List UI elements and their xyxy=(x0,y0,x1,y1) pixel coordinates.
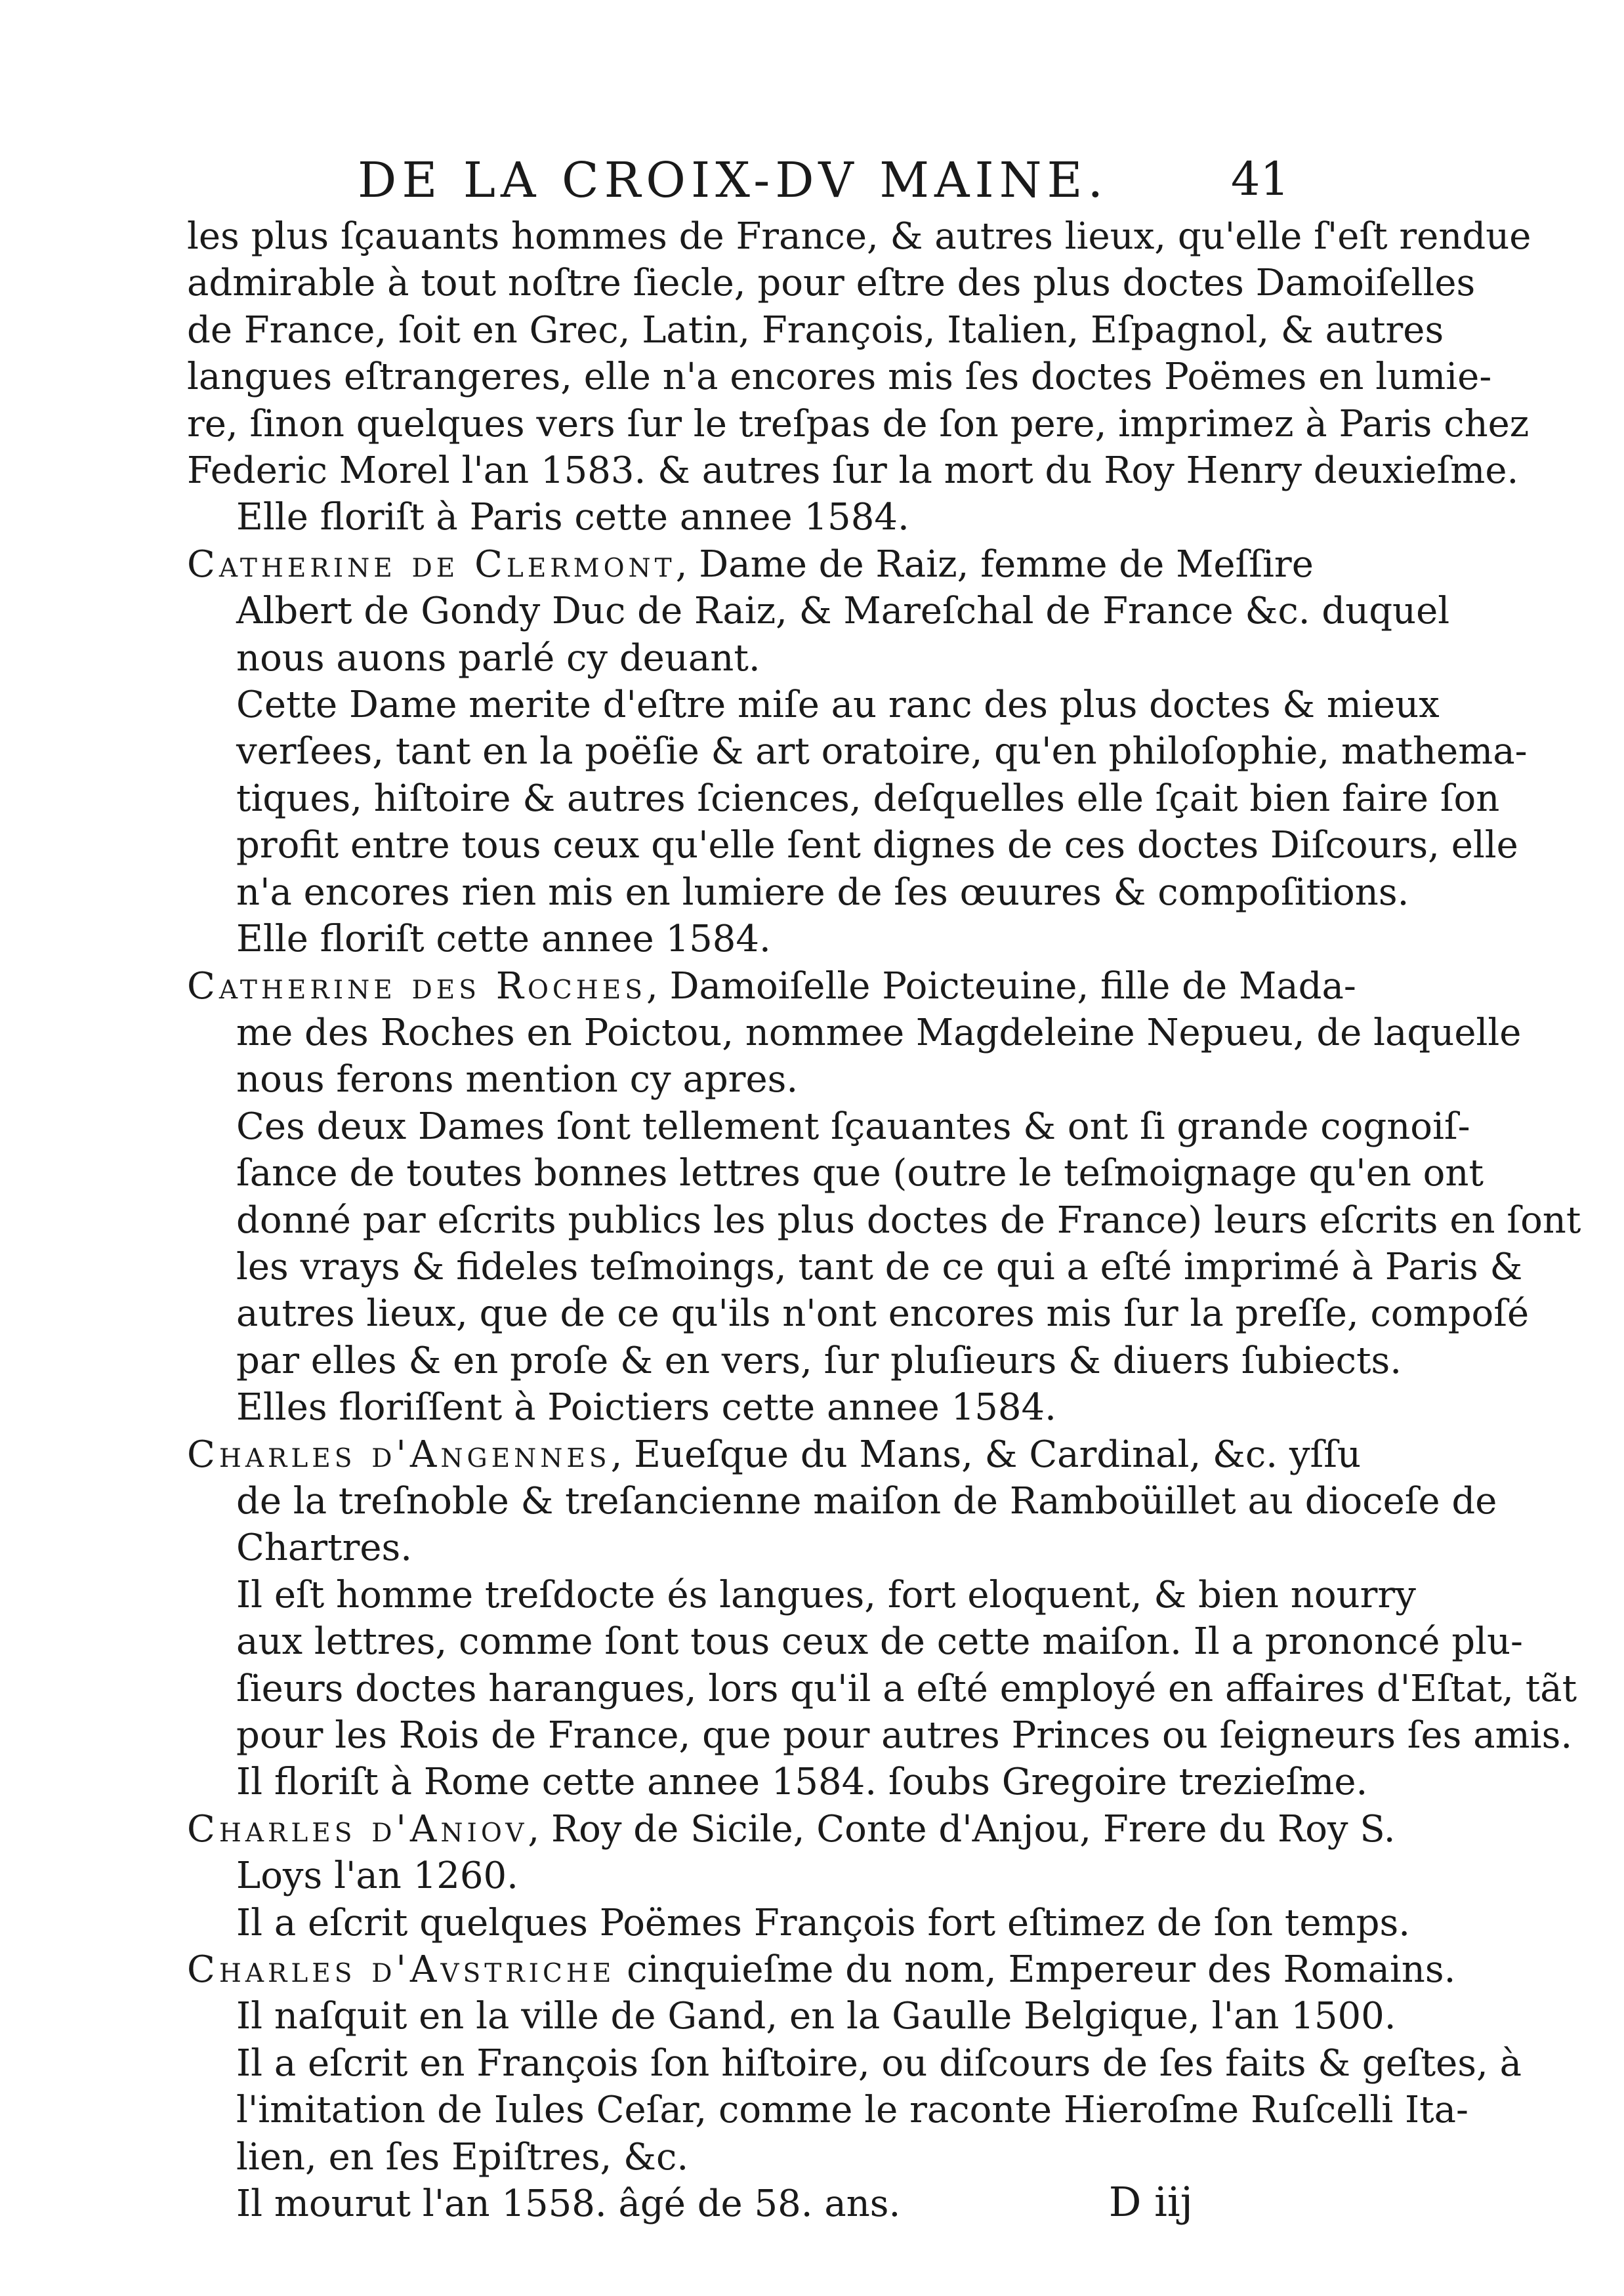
entry-description: , Eueſque du Mans, & Cardinal, &c. yſſu xyxy=(610,1433,1362,1476)
text-line: langues eſtrangeres, elle n'a encores mis ſes doctes Poëmes en lumie- xyxy=(187,356,1492,399)
running-head: DE LA CROIX-DV MAINE. xyxy=(358,152,1108,209)
text-line: Elle floriſt cette annee 1584. xyxy=(236,918,771,961)
text-line: les vrays & fideles teſmoings, tant de ce qui a eſté imprimé à Paris & xyxy=(236,1245,1523,1288)
signature-mark: D iij xyxy=(1108,2178,1193,2226)
text-line: Federic Morel l'an 1583. & autres ſur la mort du Roy Henry deuxieſme. xyxy=(187,449,1519,493)
text-line: nous ferons mention cy apres. xyxy=(236,1058,799,1101)
page-header xyxy=(358,152,1289,211)
text-line: les plus ſçauants hommes de France, & autres lieux, qu'elle ſ'eſt rendue xyxy=(187,215,1531,258)
text-line xyxy=(187,541,1314,588)
body-text xyxy=(187,213,1581,2227)
text-line: Albert de Gondy Duc de Raiz, & Mareſchal de France &c. duquel xyxy=(236,590,1450,633)
page-number: 41 xyxy=(1230,152,1289,206)
text-line: tiques, hiſtoire & autres ſciences, deſquelles elle ſçait bien faire ſon xyxy=(236,777,1500,820)
text-line: pour les Rois de France, que pour autres Princes ou ſeigneurs ſes amis. xyxy=(236,1714,1573,1757)
text-line: l'imitation de Iules Ceſar, comme le raconte Hieroſme Ruſcelli Ita- xyxy=(236,2089,1468,2132)
text-line: aux lettres, comme ſont tous ceux de cette maiſon. Il a prononcé plu- xyxy=(236,1620,1523,1664)
text-line: ſance de toutes bonnes lettres que (outre le teſmoignage qu'en ont xyxy=(236,1152,1484,1195)
text-line: re, ſinon quelques vers ſur le treſpas de ſon pere, imprimez à Paris chez xyxy=(187,402,1530,445)
text-line: autres lieux, que de ce qu'ils n'ont encores mis ſur la preſſe, compoſé xyxy=(236,1292,1530,1336)
entry-description: , Damoiſelle Poicteuine, fille de Mada- xyxy=(646,964,1356,1008)
entry-name: Catherine de Clermont xyxy=(187,543,676,586)
entry-name: Catherine des Roches xyxy=(187,964,646,1008)
text-line xyxy=(187,1946,1456,1993)
text-line: Elles floriſſent à Poictiers cette annee 1584. xyxy=(236,1386,1056,1429)
text-line: Il floriſt à Rome cette annee 1584. ſoubs Gregoire trezieſme. xyxy=(236,1761,1368,1804)
text-line: Il a eſcrit en François ſon hiſtoire, ou diſcours de ſes faits & geſtes, à xyxy=(236,2041,1522,2085)
text-line: verſees, tant en la poëſie & art oratoire, qu'en philoſophie, mathema- xyxy=(236,730,1528,773)
text-line xyxy=(187,1431,1362,1478)
text-line xyxy=(187,1806,1396,1853)
text-line: n'a encores rien mis en lumiere de ſes œuures & compoſitions. xyxy=(236,871,1409,914)
text-line: nous auons parlé cy deuant. xyxy=(236,636,760,680)
text-line: Il mourut l'an 1558. âgé de 58. ans. xyxy=(236,2183,901,2226)
text-line: donné par eſcrits publics les plus doctes de France) leurs eſcrits en ſont xyxy=(236,1199,1581,1242)
page-body xyxy=(187,213,1581,2227)
text-line: profit entre tous ceux qu'elle ſent dignes de ces doctes Diſcours, elle xyxy=(236,824,1518,867)
text-line: me des Roches en Poictou, nommee Magdeleine Nepueu, de laquelle xyxy=(236,1011,1522,1054)
text-line: de la treſnoble & treſancienne maiſon de Ramboüillet au dioceſe de xyxy=(236,1479,1497,1523)
text-line: Il a eſcrit quelques Poëmes François fort eſtimez de ſon temps. xyxy=(236,1901,1411,1944)
text-line: Il eſt homme treſdocte és langues, fort eloquent, & bien nourry xyxy=(236,1573,1416,1616)
text-line: Ces deux Dames ſont tellement ſçauantes & ont ſi grande cognoiſ- xyxy=(236,1105,1470,1148)
entry-description: , Roy de Sicile, Conte d'Anjou, Frere du Roy S. xyxy=(528,1807,1396,1851)
text-line: Chartres. xyxy=(236,1527,413,1570)
text-line: Loys l'an 1260. xyxy=(236,1855,518,1898)
text-line: ſieurs doctes harangues, lors qu'il a eſté employé en affaires d'Eſtat, tãt xyxy=(236,1667,1577,1710)
text-line: Elle floriſt à Paris cette annee 1584. xyxy=(236,496,909,539)
text-line: Cette Dame merite d'eſtre miſe au ranc des plus doctes & mieux xyxy=(236,684,1440,727)
text-line: par elles & en proſe & en vers, ſur pluſieurs & diuers ſubiects. xyxy=(236,1339,1402,1382)
entry-name: Charles d'Aniov xyxy=(187,1807,528,1851)
text-line: Il naſquit en la ville de Gand, en la Gaulle Belgique, l'an 1500. xyxy=(236,1995,1396,2038)
entry-name: Charles d'Avstriche xyxy=(187,1948,615,1992)
entry-description: , Dame de Raiz, femme de Meſſire xyxy=(675,543,1314,586)
text-line: de France, ſoit en Grec, Latin, François, Italien, Eſpagnol, & autres xyxy=(187,308,1444,352)
entry-description: cinquieſme du nom, Empereur des Romains. xyxy=(615,1948,1456,1992)
text-line xyxy=(187,963,1356,1010)
text-line: lien, en ſes Epiſtres, &c. xyxy=(236,2135,689,2179)
text-line: admirable à tout noſtre ſiecle, pour eſtre des plus doctes Damoiſelles xyxy=(187,262,1476,305)
entry-name: Charles d'Angennes xyxy=(187,1433,611,1476)
